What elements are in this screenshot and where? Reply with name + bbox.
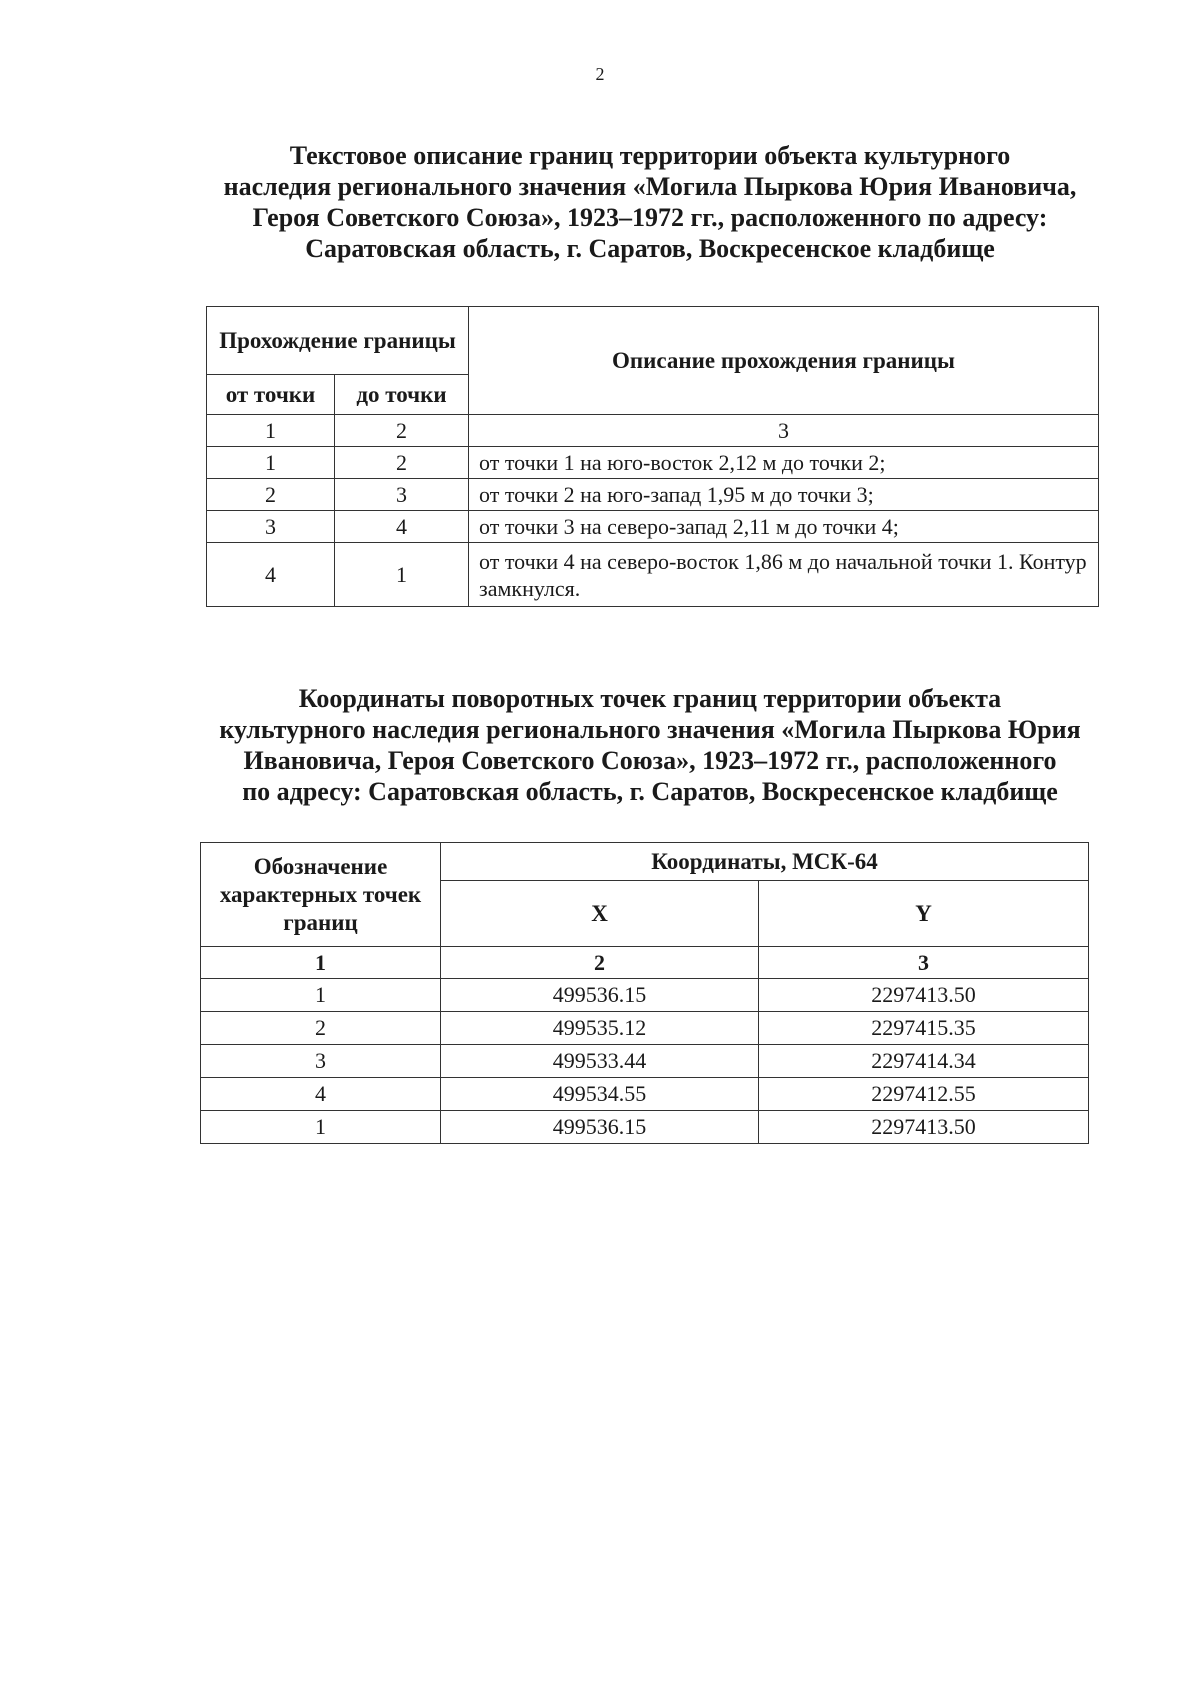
- x-cell: 499536.15: [441, 1111, 759, 1144]
- y-cell: 2297413.50: [759, 979, 1089, 1012]
- table-row: [207, 447, 1099, 479]
- x-cell: 499534.55: [441, 1078, 759, 1111]
- table-row: [201, 1045, 1089, 1078]
- heading-line: культурного наследия регионального значения «Могила Пыркова Юрия: [219, 715, 1081, 744]
- header-passage: Прохождение границы: [207, 307, 469, 375]
- y-cell: 2297414.34: [759, 1045, 1089, 1078]
- page-number: 2: [595, 64, 605, 84]
- x-cell: 499535.12: [441, 1012, 759, 1045]
- x-cell: 499533.44: [441, 1045, 759, 1078]
- to-cell: 2: [335, 447, 469, 479]
- index-cell: 1: [207, 415, 335, 447]
- description-cell: от точки 2 на юго-запад 1,95 м до точки 3;: [469, 479, 1099, 511]
- heading-line: Саратовская область, г. Саратов, Воскресенское кладбище: [305, 234, 995, 263]
- from-cell: 1: [207, 447, 335, 479]
- from-cell: 2: [207, 479, 335, 511]
- heading-line: по адресу: Саратовская область, г. Саратов, Воскресенское кладбище: [242, 777, 1058, 806]
- header-description: Описание прохождения границы: [469, 307, 1099, 415]
- header-point-designation: Обозначение характерных точек границ: [201, 843, 441, 947]
- x-cell: 499536.15: [441, 979, 759, 1012]
- index-cell: 3: [469, 415, 1099, 447]
- to-cell: 4: [335, 511, 469, 543]
- heading-line: Текстовое описание границ территории объекта культурного: [289, 141, 1011, 170]
- header-coordinates: Координаты, МСК-64: [441, 843, 1089, 881]
- boundary-description-table: [206, 306, 1099, 607]
- description-cell: от точки 3 на северо-запад 2,11 м до точки 4;: [469, 511, 1099, 543]
- table-row: [201, 1078, 1089, 1111]
- y-cell: 2297412.55: [759, 1078, 1089, 1111]
- section-2-heading: [170, 683, 1130, 807]
- description-cell: от точки 1 на юго-восток 2,12 м до точки 2;: [469, 447, 1099, 479]
- from-cell: 3: [207, 511, 335, 543]
- table-row: [207, 511, 1099, 543]
- heading-line: Ивановича, Героя Советского Союза», 1923–1972 гг., расположенного: [243, 746, 1057, 775]
- header-x: X: [441, 881, 759, 947]
- to-cell: 3: [335, 479, 469, 511]
- index-cell: 2: [441, 947, 759, 979]
- table-row: [201, 1012, 1089, 1045]
- header-from-point: от точки: [207, 375, 335, 415]
- table-row: [201, 1111, 1089, 1144]
- point-cell: 1: [201, 1111, 441, 1144]
- table-row: [201, 979, 1089, 1012]
- section-1-heading: [170, 140, 1130, 264]
- table-row: [207, 479, 1099, 511]
- point-cell: 4: [201, 1078, 441, 1111]
- description-cell: от точки 4 на северо-восток 1,86 м до начальной точки 1. Контур замкнулся.: [469, 543, 1099, 607]
- heading-line: Координаты поворотных точек границ территории объекта: [298, 684, 1002, 713]
- index-cell: 2: [335, 415, 469, 447]
- header-y: Y: [759, 881, 1089, 947]
- point-cell: 1: [201, 979, 441, 1012]
- from-cell: 4: [207, 543, 335, 607]
- to-cell: 1: [335, 543, 469, 607]
- header-to-point: до точки: [335, 375, 469, 415]
- y-cell: 2297415.35: [759, 1012, 1089, 1045]
- heading-line: Героя Советского Союза», 1923–1972 гг., расположенного по адресу:: [252, 203, 1048, 232]
- heading-line: наследия регионального значения «Могила Пыркова Юрия Ивановича,: [223, 172, 1077, 201]
- point-cell: 2: [201, 1012, 441, 1045]
- table-row: [207, 543, 1099, 607]
- y-cell: 2297413.50: [759, 1111, 1089, 1144]
- point-cell: 3: [201, 1045, 441, 1078]
- index-cell: 1: [201, 947, 441, 979]
- index-cell: 3: [759, 947, 1089, 979]
- coordinates-table: [200, 842, 1089, 1144]
